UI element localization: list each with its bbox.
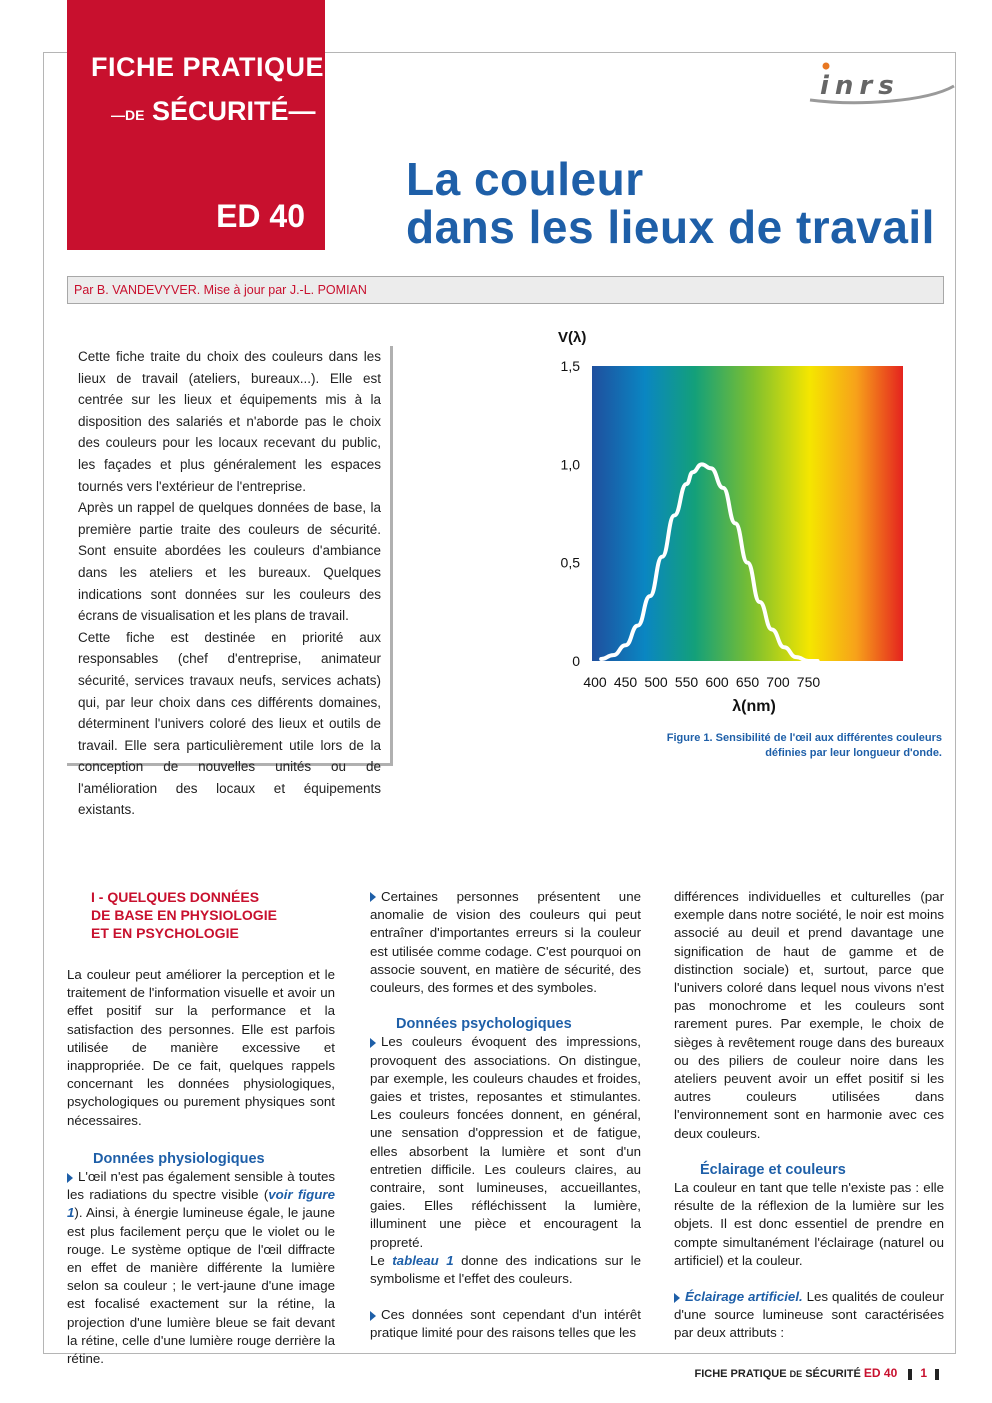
figure-reference-link[interactable]: voir figure 1: [67, 1187, 335, 1221]
paragraph: La couleur en tant que telle n'existe pas : elle résulte de la réflexion de la lumière sur les objets. Il est donc essentiel de prendre en compte simultanément l'éclairage (naturel ou artificiel) et la couleur.: [674, 1180, 944, 1268]
title-line-1: La couleur: [406, 153, 644, 205]
spectrum-background: [592, 366, 903, 661]
series-title: FICHE PRATIQUE: [91, 52, 325, 82]
column-3: [674, 888, 944, 1343]
paragraph: Ces données sont cependant d'un intérêt pratique limité pour des raisons telles que les: [370, 1307, 641, 1341]
subheading-psychologiques: Données psychologiques: [396, 1016, 572, 1033]
x-tick-label: 500: [644, 674, 668, 690]
footer-code: ED 40: [863, 1366, 898, 1380]
y-tick-label: 0,5: [560, 554, 580, 571]
paragraph: Les couleurs évoquent des impressions, provoquent des associations. On distingue, par exemple, les couleurs chaudes et froides, gaies et tristes, reposantes et stimulantes. Les couleurs foncées donnent, en général, une sensation d'oppression et de fatigue, elles absorbent la lumière et sont d'un entretien difficile. Les couleurs claires, au contraire, sont lumineuses, accueillantes, gaies. Elles réfléchissent la lumière, illuminent une pièce et encouragent la propreté.: [370, 1034, 641, 1250]
paragraph: Certaines personnes présentent une anomalie de vision des couleurs qui peut entraîner d'importantes erreurs si la couleur est utilisée comme codage. C'est pourquoi on associe souvent, en matière de sécurité, des couleurs, des formes et des symboles.: [370, 889, 641, 996]
bullet-icon: [370, 1038, 376, 1048]
x-tick-label: 550: [674, 674, 699, 690]
bullet-icon: [370, 1311, 376, 1321]
x-tick-label: 700: [766, 674, 790, 690]
x-tick-label: 650: [735, 674, 760, 690]
page-title: [406, 155, 966, 251]
page-number: 1: [920, 1366, 927, 1380]
table-reference-link[interactable]: tableau 1: [392, 1252, 454, 1268]
footer-separator: [908, 1369, 912, 1380]
y-tick-label: 1,0: [560, 456, 580, 473]
x-axis-label: λ(nm): [732, 698, 776, 715]
subheading-physiologiques: Données physiologiques: [93, 1150, 265, 1167]
logo-text: inrs: [820, 71, 900, 101]
column-2: [370, 888, 641, 1343]
section-heading: I - QUELQUES DONNÉES DE BASE EN PHYSIOLOGIE ET EN PSYCHOLOGIE: [91, 889, 277, 941]
inrs-logo: [806, 58, 956, 108]
y-axis-label: V(λ): [558, 329, 587, 346]
paragraph: Le tableau 1 donne des indications sur le symbolisme et l'effet des couleurs.: [370, 1252, 641, 1287]
y-tick-label: 1,5: [560, 358, 580, 374]
x-tick-label: 750: [796, 674, 821, 690]
title-line-2: dans les lieux de travail: [406, 201, 935, 253]
intro-box: [67, 346, 393, 818]
chart-svg: [540, 320, 920, 720]
paragraph: L'œil n'est pas également sensible à toutes les radiations du spectre visible (voir figure 1). Ainsi, à énergie lumineuse égale, le jaune est plus facilement perçu que le violet ou le rouge. Le système optique de l'œil diffracte en effet de manière différente la lumière selon sa couleur ; le vert-jaune d'une image est focalisé exactement sur la rétine, la projection d'une lumière bleue se fait devant la rétine, celle d'une lumière rouge derrière la rétine.: [67, 1169, 335, 1367]
x-tick-label: 450: [613, 674, 638, 690]
series-banner: [67, 0, 325, 250]
bullet-icon: [67, 1173, 73, 1183]
paragraph: différences individuelles et culturelles (par exemple dans notre société, le noir est moins associé au deuil et prend davantage une signification de haut de gamme et de distinction sociale) et, surtout, parce que l'univers coloré dans lequel nous vivons n'est pas monochrome et les couleurs sont rarement pures. Par exemple, le choix de sièges à revêtement rouge dans des bureaux ou des piliers de couleur noire dans les ateliers peuvent avoir un effet positif si les autres couleurs utilisées dans l'environnement sont en harmonie avec ces deux couleurs.: [674, 889, 944, 1141]
figure-caption: Figure 1. Sensibilité de l'œil aux différentes couleurs définies par leur longueur d'onde.: [666, 732, 942, 759]
x-tick-label: 400: [583, 674, 607, 690]
eclairage-artificiel-label: Éclairage artificiel.: [685, 1289, 803, 1305]
column-1: [67, 888, 335, 1368]
bullet-icon: [370, 892, 376, 902]
paragraph: Éclairage artificiel. Les qualités de couleur d'une source lumineuse sont caractérisées par deux attributs :: [674, 1289, 944, 1341]
author-bar: Par B. VANDEVYVER. Mise à jour par J.-L. POMIAN: [67, 276, 944, 304]
paragraph: La couleur peut améliorer la perception et le traitement de l'information visuelle et avoir un effet positif sur la performance et la satisfaction des personnes. Elle est parfois utilisée de manière excessive et inappropriée. De ce fait, quelques rappels concernant les données physiologiques, psychologiques ou purement physiques sont nécessaires.: [67, 967, 335, 1128]
bullet-icon: [674, 1293, 680, 1303]
series-subtitle: —DE SÉCURITÉ—: [111, 96, 316, 126]
page-footer: FICHE PRATIQUE DE SÉCURITÉ ED 40 1: [694, 1366, 947, 1380]
footer-separator: [935, 1369, 939, 1380]
subheading-eclairage: Éclairage et couleurs: [700, 1161, 846, 1178]
x-tick-label: 600: [705, 674, 729, 690]
document-code: ED 40: [216, 198, 305, 234]
y-tick-label: 0: [572, 653, 580, 669]
intro-text: Cette fiche traite du choix des couleurs dans les lieux de travail (ateliers, bureaux...). Elle est centrée sur les lieux et équipements mis à la disposition des salariés et n'aborde pas le choix des couleurs pour les locaux recevant du public, les façades et plus généralement les espaces tournés vers l'extérieur de l'entreprise. Après un rappel de quelques données de base, la première partie traite des couleurs de sécurité. Sont ensuite abordées les couleurs d'ambiance dans les ateliers et les bureaux. Quelques indications sont données sur les couleurs des écrans de visualisation et les plans de travail. Cette fiche est destinée en priorité aux responsables (chef d'entreprise, animateur sécurité, services travaux neufs, services achats) qui, par leur choix dans ces différents domaines, déterminent l'univers coloré des lieux et outils de travail. Elle sera particulièrement utile lors de la conception de nouvelles unités ou de l'amélioration des locaux et équipements existants.: [78, 349, 381, 818]
spectral-sensitivity-chart: [540, 320, 920, 720]
